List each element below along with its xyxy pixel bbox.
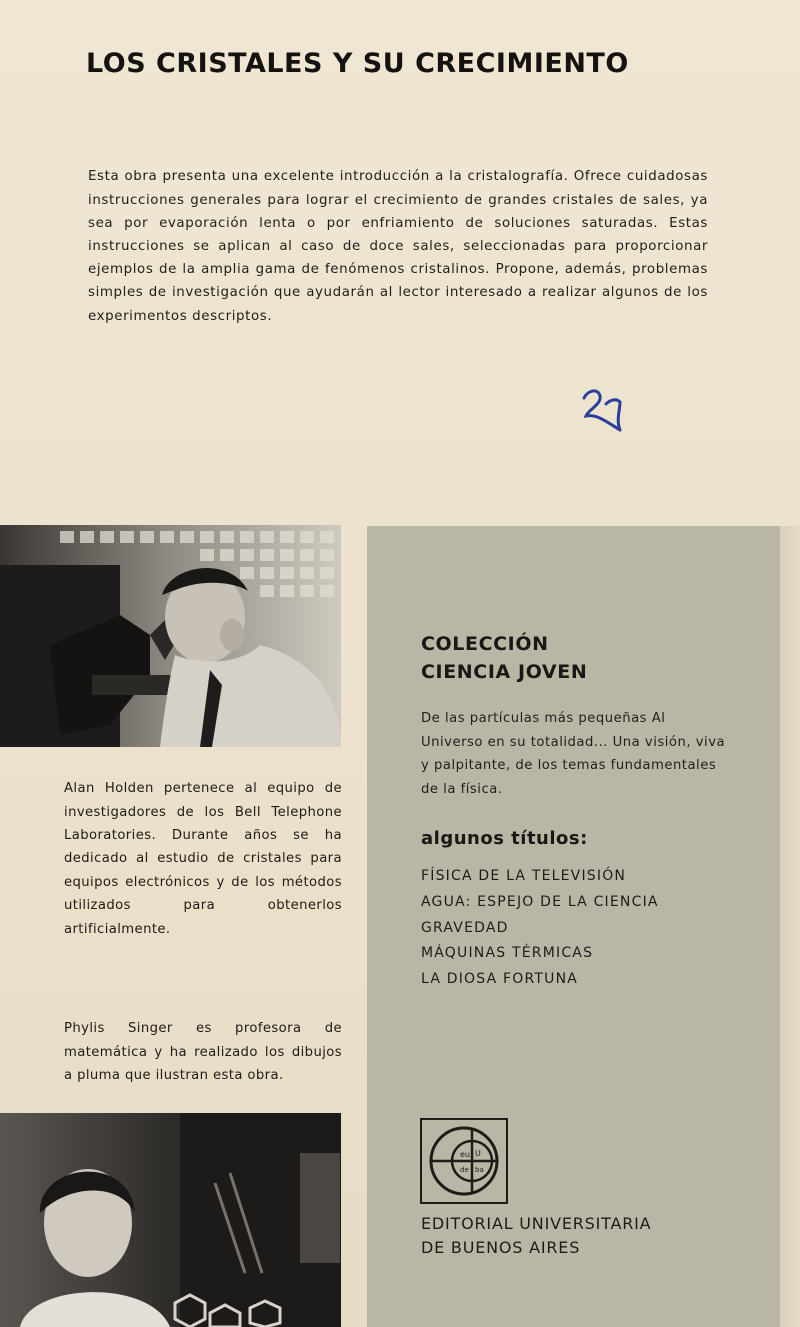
svg-text:de: de <box>460 1166 469 1174</box>
book-description: Esta obra presenta una excelente introducción a la cristalografía. Ofrece cuidadosas instrucciones generales para lograr el crecimiento de grandes cristales de sales, ya sea por evaporación lenta o por enfriamiento de soluciones saturadas. Estas instrucciones se aplican al caso de doce sales, seleccionadas para proporcionar ejemplos de la amplia gama de fenómenos cristalinos. Propone, además, problemas simples de investigación que ayudarán al lector interesado a realizar algunos de los experimentos descriptos. <box>88 169 708 324</box>
holden-bio: Alan Holden pertenece al equipo de investigadores de los Bell Telephone Laboratories. Durante años se ha dedicado al estudio de cristales para equipos electrónicos y de los métodos utilizados para obtenerlos artificialmente. <box>64 781 342 937</box>
some-titles-label: algunos títulos: <box>421 828 588 849</box>
page-edge <box>780 526 800 1327</box>
handwritten-mark-icon <box>576 380 632 440</box>
list-item: AGUA: ESPEJO DE LA CIENCIA <box>421 893 659 910</box>
svg-text:U: U <box>475 1149 481 1158</box>
collection-description: De las partículas más pequeñas Al Universo en su totalidad... Una visión, viva y palpitante, de los temas fundamentales de la física. <box>421 711 726 797</box>
collection-title-line1: COLECCIÓN <box>421 633 549 655</box>
holden-photo <box>0 525 341 747</box>
svg-text:eu: eu <box>460 1150 470 1159</box>
singer-bio: Phylis Singer es profesora de matemática y ha realizado los dibujos a pluma que ilustran esta obra. <box>64 1021 342 1083</box>
list-item: FÍSICA DE LA TELEVISIÓN <box>421 868 627 884</box>
list-item: GRAVEDAD <box>421 919 509 936</box>
list-item: MÁQUINAS TÉRMICAS <box>421 945 594 962</box>
svg-text:ba: ba <box>475 1166 484 1174</box>
publisher-name <box>421 1212 751 1260</box>
book-list <box>421 864 761 993</box>
publisher-line1: EDITORIAL UNIVERSITARIA <box>421 1214 652 1233</box>
collection-title <box>421 630 761 686</box>
publisher-line2: DE BUENOS AIRES <box>421 1238 581 1257</box>
list-item: LA DIOSA FORTUNA <box>421 971 579 988</box>
eudeba-logo-icon <box>420 1118 508 1204</box>
book-title: LOS CRISTALES Y SU CRECIMIENTO <box>86 48 629 79</box>
collection-title-line2: CIENCIA JOVEN <box>421 661 588 683</box>
singer-photo <box>0 1113 341 1327</box>
svg-text:2: 2 <box>576 380 577 381</box>
